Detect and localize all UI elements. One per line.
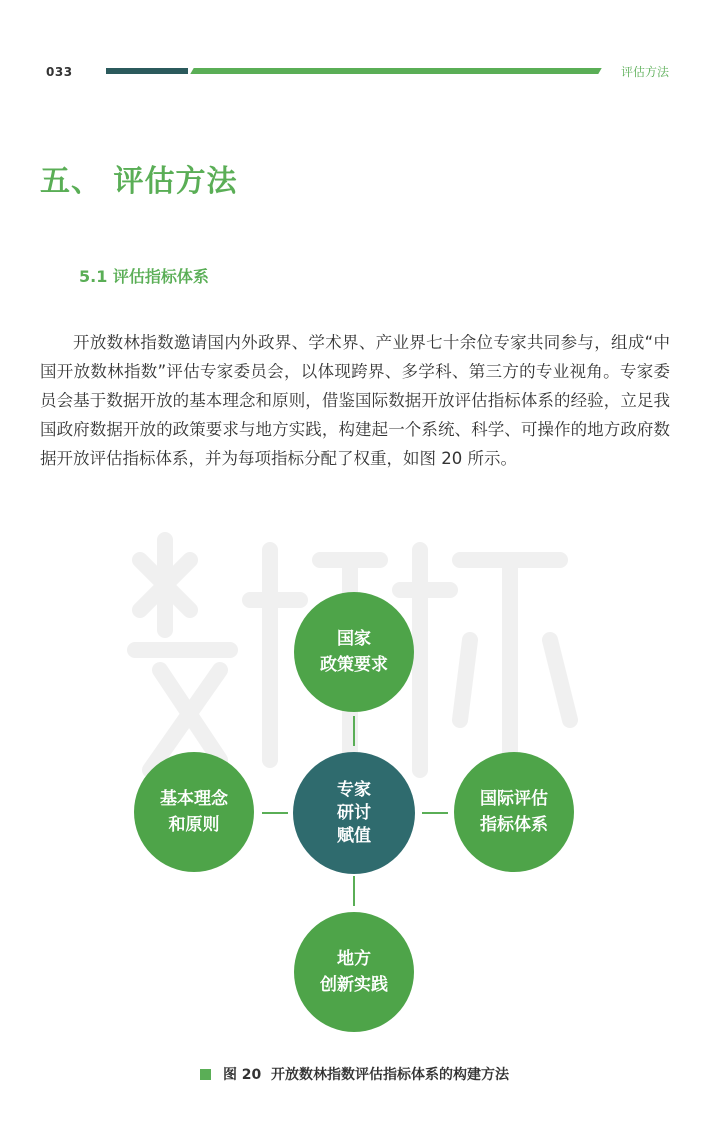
body-paragraph: 开放数林指数邀请国内外政界、学术界、产业界七十余位专家共同参与，组成“中国开放数林指数”评估专家委员会，以体现跨界、多学科、第三方的专业视角。专家委员会基于数据开放的基本理念和原则，借鉴国际数据开放评估指标体系的经验，立足我国政府数据开放的政策要求与地方实践，构建起一个系统、科学、可操作的地方政府数据开放评估指标体系，并为每项指标分配了权重，如图 20 所示。	[40, 333, 670, 468]
circle-label-line: 创新实践	[320, 975, 388, 995]
circle-national-policy	[294, 592, 414, 712]
circle-label-line: 国家	[337, 629, 371, 649]
circle-expert-discussion	[293, 752, 415, 874]
circle-label-line: 政策要求	[320, 655, 388, 675]
page-title: 五、 评估方法	[40, 164, 238, 199]
header-bar-green	[190, 68, 601, 74]
circle-label-line: 赋值	[337, 825, 371, 846]
circle-label-line: 地方	[337, 949, 371, 969]
caption-text: 图 20 开放数林指数评估指标体系的构建方法	[222, 1067, 510, 1083]
circle-label-line: 专家	[337, 779, 371, 800]
connector-left	[262, 812, 288, 814]
connector-right	[422, 812, 448, 814]
page-number: 033	[46, 65, 73, 79]
circle-label-line: 基本理念	[160, 789, 228, 809]
circle-international-index	[454, 752, 574, 872]
page-header	[0, 0, 709, 100]
construction-method-diagram	[0, 580, 709, 1050]
connector-top	[353, 716, 355, 746]
section-subtitle: 5.1 评估指标体系	[79, 267, 209, 286]
circle-label-line: 国际评估	[480, 789, 548, 809]
circle-local-practice	[294, 912, 414, 1032]
circle-basic-principles	[134, 752, 254, 872]
section-label: 评估方法	[620, 65, 669, 79]
circle-label-line: 研讨	[337, 802, 371, 823]
connector-bottom	[353, 876, 355, 906]
circle-label-line: 指标体系	[480, 815, 548, 835]
figure-caption	[0, 1064, 709, 1084]
caption-marker	[200, 1069, 211, 1080]
circle-label-line: 和原则	[168, 815, 220, 835]
header-bar-dark	[106, 68, 188, 74]
